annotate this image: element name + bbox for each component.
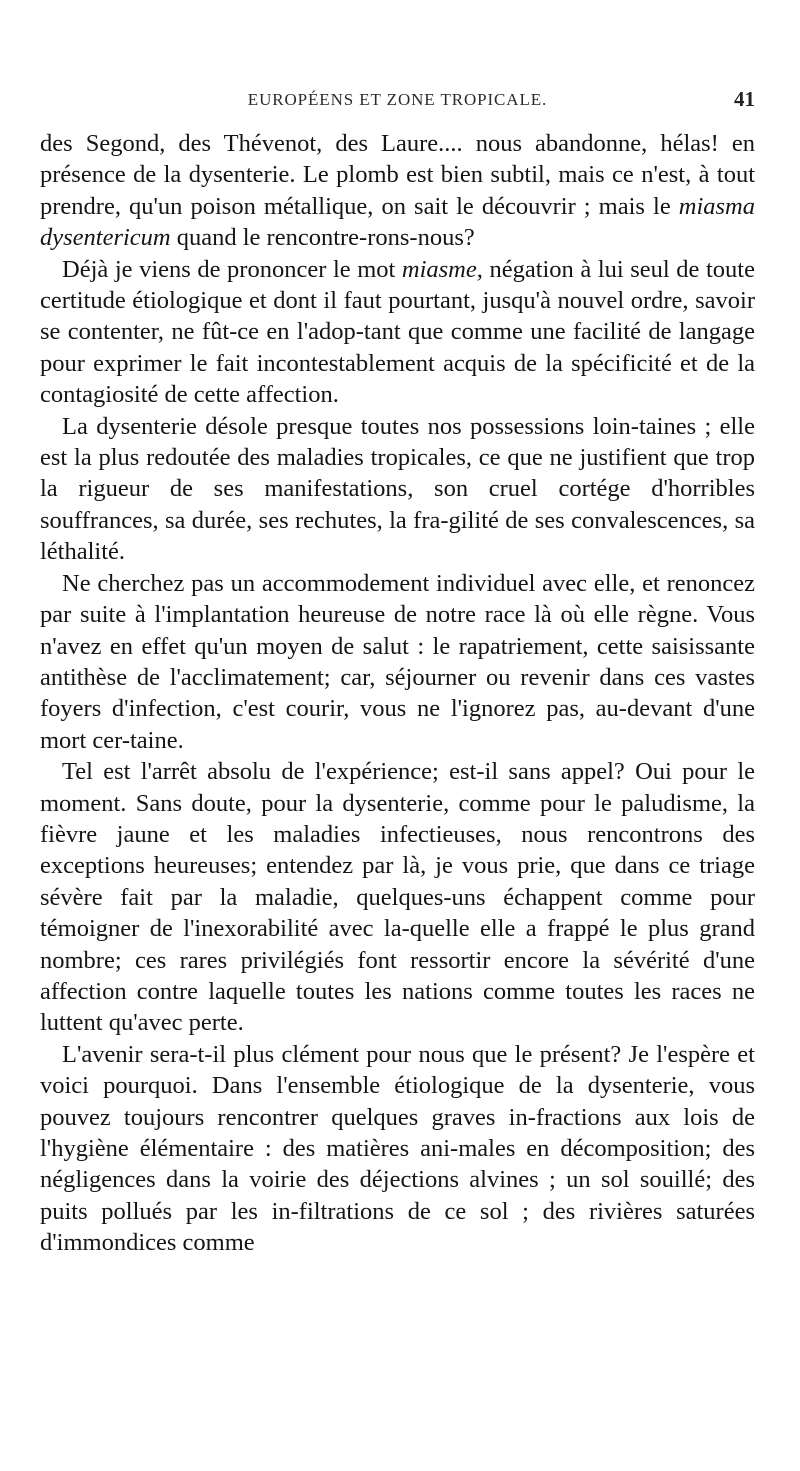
paragraph-continuation bbox=[40, 128, 755, 254]
running-head: EUROPÉENS ET ZONE TROPICALE. bbox=[247, 90, 548, 109]
paragraph-text: L'avenir sera-t-il plus clément pour nous que le présent? Je l'espère et voici pourquoi. Dans l'ensemble étiologique de la dysenterie, vous pouvez toujours rencontrer quelques graves in-fractions aux lois de l'hygiène élémentaire : des matières ani-males en décomposition; des négligences dans la voirie des déjections alvines ; un sol souillé; des puits pollués par les in-filtrations de ce sol ; des rivières saturées d'immondices comme bbox=[40, 1040, 755, 1257]
paragraph-text: des Segond, des Thévenot, des Laure.... nous abandonne, hélas! en présence de la dysenterie. Le plomb est bien subtil, mais ce n'est, à tout prendre, qu'un poison métallique, on sait le découvrir ; mais le bbox=[40, 130, 755, 220]
page-header bbox=[40, 87, 755, 116]
paragraph bbox=[40, 756, 755, 1039]
paragraph-text: Ne cherchez pas un accommodement individuel avec elle, et renoncez par suite à l'implantation heureuse de notre race là où elle règne. Vous n'avez en effet qu'un moyen de salut : le rapatriement, cette saisissante antithèse de l'acclimatement; car, séjourner ou revenir dans ces vastes foyers d'infection, c'est courir, vous ne l'ignorez pas, au-devant d'une mort cer-taine. bbox=[40, 569, 755, 754]
paragraph-text: La dysenterie désole presque toutes nos possessions loin-taines ; elle est la plus redoutée des maladies tropicales, ce que ne justifient que trop la rigueur de ses manifestations, son cruel cortége d'horribles souffrances, sa durée, ses rechutes, la fra-gilité de ses convalescences, sa léthalité. bbox=[40, 412, 755, 566]
paragraph-text: Tel est l'arrêt absolu de l'expérience; est-il sans appel? Oui pour le moment. Sans doute, pour la dysenterie, comme pour le paludisme, la fièvre jaune et les maladies infectieuses, nous rencontrons des exceptions heureuses; entendez par là, je vous prie, que dans ce triage sévère fait par la maladie, quelques-uns échappent comme pour témoigner de l'inexorabilité avec la-quelle elle a frappé le plus grand nombre; ces rares privilégiés font ressortir encore la sévérité d'une affection contre laquelle toutes les nations comme toutes les races ne luttent qu'avec perte. bbox=[40, 758, 755, 1037]
paragraph-text: négation à lui seul de toute certitude étiologique et dont il faut pourtant, jusqu'à nouvel ordre, savoir se contenter, ne fût-ce en l'adop-tant que comme une facilité de langage pour exprimer le fait incontestablement acquis de la spécificité et de la contagiosité de cette affection. bbox=[40, 255, 755, 409]
italic-term: miasme, bbox=[401, 255, 483, 283]
paragraph bbox=[40, 1039, 755, 1259]
paragraph bbox=[40, 568, 755, 756]
page-number: 41 bbox=[734, 87, 755, 111]
body-text bbox=[40, 128, 755, 1259]
paragraph bbox=[40, 254, 755, 411]
italic-term: miasma dysentericum bbox=[40, 192, 755, 252]
paragraph bbox=[40, 411, 755, 568]
paragraph-text: quand le rencontre-rons-nous? bbox=[170, 224, 475, 252]
paragraph-text: Déjà je viens de prononcer le mot bbox=[62, 255, 402, 283]
